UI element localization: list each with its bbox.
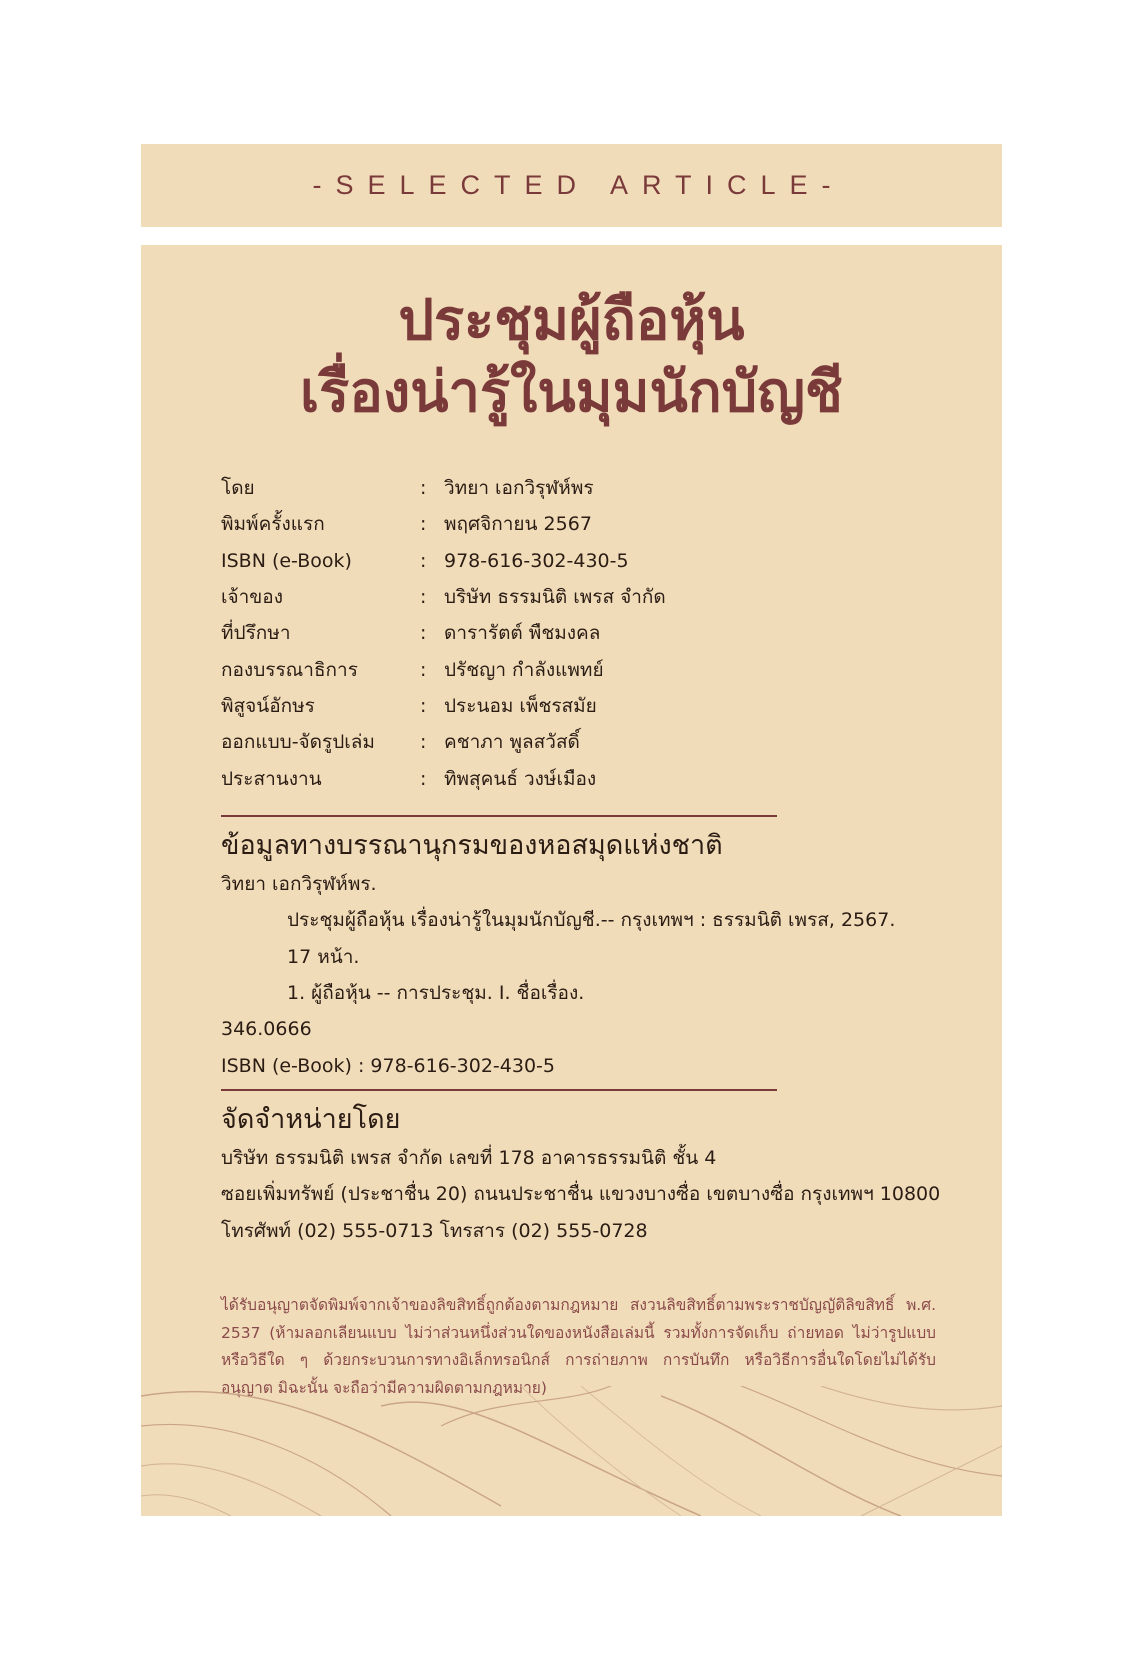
- meta-label: เจ้าของ: [221, 586, 283, 609]
- wave-line: [661, 1396, 901, 1516]
- meta-value: พฤศจิกายน 2567: [444, 513, 592, 536]
- meta-row: [221, 615, 941, 651]
- title-line-2: เรื่องน่ารู้ในมุมนักบัญชี: [300, 360, 843, 425]
- catalog-heading: ข้อมูลทางบรรณานุกรมของหอสมุดแห่งชาติ: [221, 830, 723, 861]
- meta-row: [221, 579, 941, 615]
- wave-line: [581, 1386, 761, 1516]
- meta-label: พิมพ์ครั้งแรก: [221, 513, 325, 536]
- meta-label: โดย: [221, 477, 255, 500]
- wave-line: [141, 1392, 501, 1506]
- meta-value: วิทยา เอกวิรุฬห์พร: [444, 477, 594, 500]
- meta-colon: :: [420, 549, 427, 572]
- wave-line: [381, 1402, 701, 1516]
- page-title: [141, 285, 1002, 429]
- wave-line: [141, 1424, 391, 1516]
- banner-label: -SELECTED ARTICLE-: [312, 170, 845, 200]
- meta-colon: :: [420, 477, 427, 500]
- wave-line: [141, 1464, 321, 1516]
- meta-colon: :: [420, 694, 427, 717]
- meta-colon: :: [420, 586, 427, 609]
- meta-row: [221, 760, 941, 796]
- distribution-block: [221, 1140, 961, 1249]
- meta-value: ปรัชญา กำลังแพทย์: [444, 658, 604, 681]
- title-line-1: ประชุมผู้ถือหุ้น: [398, 288, 745, 353]
- meta-colon: :: [420, 767, 427, 790]
- meta-row: [221, 543, 941, 579]
- meta-label: พิสูจน์อักษร: [221, 694, 315, 717]
- meta-value: บริษัท ธรรมนิติ เพรส จำกัด: [444, 586, 666, 609]
- catalog-title-line: ประชุมผู้ถือหุ้น เรื่องน่ารู้ในมุมนักบัญชี.-- กรุงเทพฯ : ธรรมนิติ เพรส, 2567.: [287, 909, 896, 932]
- copyright-notice: ได้รับอนุญาตจัดพิมพ์จากเจ้าของลิขสิทธิ์ถูกต้องตามกฎหมาย สงวนลิขสิทธิ์ตามพระราชบัญญัติลิขสิทธิ์ พ.ศ. 2537 (ห้ามลอกเลียนแบบ ไม่ว่าส่วนหนึ่งส่วนใดของหนังสือเล่มนี้ รวมทั้งการจัดเก็บ ถ่ายทอด ไม่ว่ารูปแบบหรือวิธีใด ๆ ด้วยกระบวนการทางอิเล็กทรอนิกส์ การถ่ายภาพ การบันทึก หรือวิธีการอื่นใดโดยไม่ได้รับอนุญาต มิฉะนั้น จะถือว่ามีความผิดตามกฎหมาย): [221, 1296, 936, 1397]
- meta-label: ออกแบบ-จัดรูปเล่ม: [221, 731, 375, 754]
- wave-line: [821, 1386, 1002, 1410]
- wave-line: [141, 1495, 231, 1516]
- meta-value: ทิพสุคนธ์ วงษ์เมือง: [444, 767, 597, 790]
- meta-colon: :: [420, 658, 427, 681]
- wave-line: [741, 1386, 1002, 1476]
- catalog-block: [221, 866, 941, 1084]
- divider: [221, 1089, 777, 1091]
- meta-colon: :: [420, 513, 427, 536]
- distribution-line: ซอยเพิ่มทรัพย์ (ประชาชื่น 20) ถนนประชาชื่น แขวงบางซื่อ เขตบางซื่อ กรุงเทพฯ 10800: [221, 1183, 941, 1206]
- catalog-classification: 346.0666: [221, 1018, 312, 1041]
- meta-label: กองบรรณาธิการ: [221, 658, 358, 681]
- meta-colon: :: [420, 622, 427, 645]
- meta-label: ที่ปรึกษา: [221, 622, 291, 645]
- wave-line: [441, 1386, 611, 1426]
- divider: [221, 815, 777, 817]
- meta-label: ISBN (e-Book): [221, 549, 352, 572]
- meta-value: ดารารัตต์ พืชมงคล: [444, 622, 601, 645]
- meta-label: ประสานงาน: [221, 767, 322, 790]
- selected-article-banner: [141, 144, 1002, 227]
- wave-line: [861, 1446, 1002, 1516]
- catalog-subjects: 1. ผู้ถือหุ้น -- การประชุม. I. ชื่อเรื่อง.: [287, 982, 585, 1005]
- meta-colon: :: [420, 731, 427, 754]
- distribution-line: บริษัท ธรรมนิติ เพรส จำกัด เลขที่ 178 อาคารธรรมนิติ ชั้น 4: [221, 1147, 717, 1170]
- meta-row: [221, 506, 941, 542]
- meta-value: ประนอม เพ็ชรสมัย: [444, 694, 597, 717]
- publication-info: [221, 470, 941, 797]
- meta-row: [221, 688, 941, 724]
- meta-row: [221, 724, 941, 760]
- meta-row: [221, 470, 941, 506]
- meta-value: คชาภา พูลสวัสดิ์: [444, 731, 580, 754]
- distribution-heading: จัดจำหน่ายโดย: [221, 1104, 401, 1135]
- decorative-waves: [141, 1386, 1002, 1516]
- content-card: [141, 245, 1002, 1516]
- catalog-isbn: ISBN (e-Book) : 978-616-302-430-5: [221, 1054, 555, 1077]
- catalog-author: วิทยา เอกวิรุฬห์พร.: [221, 873, 377, 896]
- distribution-line: โทรศัพท์ (02) 555-0713 โทรสาร (02) 555-0728: [221, 1219, 648, 1242]
- catalog-pages: 17 หน้า.: [287, 945, 360, 968]
- meta-row: [221, 651, 941, 687]
- meta-value: 978-616-302-430-5: [444, 549, 629, 572]
